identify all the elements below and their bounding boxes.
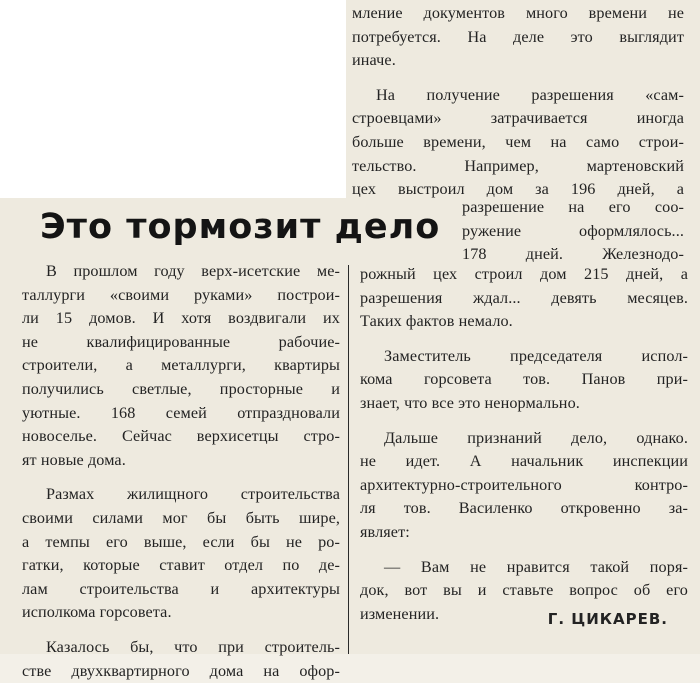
paragraph-gap (360, 545, 688, 556)
text-line: Дальше признаний дело, однако. (360, 427, 688, 451)
article-column-right-beside-headline (462, 196, 684, 267)
text-line: исполкома горсовета. (22, 601, 340, 625)
text-line: В прошлом году верх-исетские ме- (22, 260, 340, 284)
text-line: Заместитель председателя испол- (360, 345, 688, 369)
text-line: стве двухквартирного дома на офор- (22, 660, 340, 683)
text-line: Казалось бы, что при строитель- (22, 636, 340, 660)
text-line: строители, а металлурги, квартиры (22, 354, 340, 378)
text-line: уютные. 168 семей отпраздновали (22, 402, 340, 426)
paragraph-gap (360, 416, 688, 427)
text-line: ля тов. Василенко откровенно за- (360, 497, 688, 521)
text-line: кома горсовета тов. Панов при- (360, 368, 688, 392)
text-line: получились светлые, просторные и (22, 378, 340, 402)
author-signature: Г. ЦИКАРЕВ. (548, 610, 668, 628)
text-line: ят новые дома. (22, 449, 340, 473)
text-line: строевцами» затрачивается иногда (352, 107, 684, 131)
text-line: а темпы его выше, если бы не ро- (22, 531, 340, 555)
paragraph-gap (22, 625, 340, 636)
text-line: разрешение на его соо- (462, 196, 684, 220)
text-line: мление документов много времени не (352, 2, 684, 26)
paragraph-gap (22, 472, 340, 483)
text-line: потребуется. На деле это выглядит (352, 26, 684, 50)
paragraph-gap (360, 334, 688, 345)
text-line: док, вот вы и ставьте вопрос об его (360, 579, 688, 603)
text-line: цех выстроил дом за 196 дней, а (352, 178, 684, 202)
text-line: новоселье. Сейчас верхисетцы стро- (22, 425, 340, 449)
text-line: не квалифицированные рабочие- (22, 331, 340, 355)
text-line: знает, что все это ненормально. (360, 392, 688, 416)
text-line: таллурги «своими руками» построи- (22, 284, 340, 308)
text-line: не идет. А начальник инспекции (360, 450, 688, 474)
text-line: ли 15 домов. И хотя воздвигали их (22, 307, 340, 331)
text-line: своими силами мог бы быть шире, (22, 507, 340, 531)
article-column-right-bottom (360, 263, 688, 626)
paragraph-gap (352, 73, 684, 84)
text-line: — Вам не нравится такой поря- (360, 556, 688, 580)
text-line: являет: (360, 521, 688, 545)
text-line: архитектурно-строительного контро- (360, 474, 688, 498)
column-divider (348, 265, 349, 654)
text-line: иначе. (352, 49, 684, 73)
article-column-left (22, 260, 340, 683)
text-line: изменении. (360, 603, 688, 627)
text-line: лам строительства и архитектуры (22, 578, 340, 602)
text-line: больше времени, чем на само строи- (352, 131, 684, 155)
text-line: На получение разрешения «сам- (352, 84, 684, 108)
article-headline: Это тормозит дело (40, 198, 440, 256)
text-line: Размах жилищного строительства (22, 483, 340, 507)
text-line: Таких фактов немало. (360, 310, 688, 334)
text-line: ружение оформлялось... (462, 220, 684, 244)
text-line: рожный цех строил дом 215 дней, а (360, 263, 688, 287)
article-column-right-top (352, 2, 684, 202)
text-line: 178 дней. Железнодо- (462, 243, 684, 267)
text-line: разрешения ждал... девять месяцев. (360, 287, 688, 311)
text-line: гатки, которые ставит отдел по де- (22, 554, 340, 578)
blank-margin (0, 0, 346, 198)
text-line: тельство. Например, мартеновский (352, 155, 684, 179)
